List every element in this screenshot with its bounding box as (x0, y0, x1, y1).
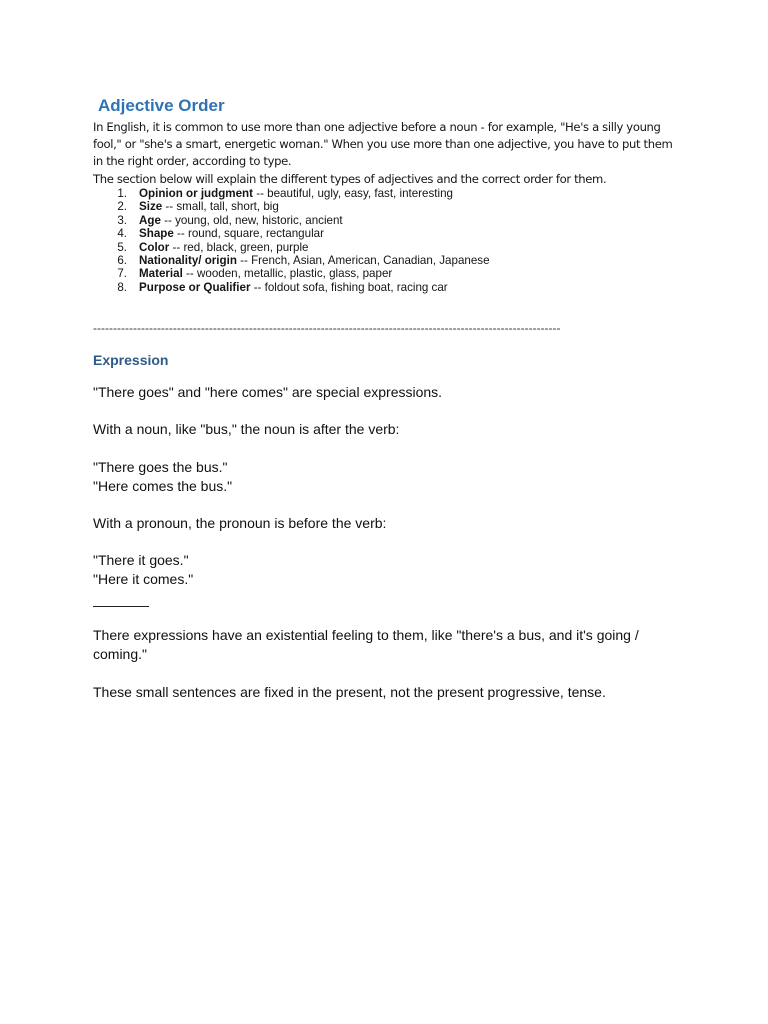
expression-line-1: "There goes" and "here comes" are special expressions. (93, 384, 443, 400)
expression-line-3: With a pronoun, the pronoun is before the verb: (93, 515, 387, 531)
adjective-order-list (93, 187, 490, 294)
list-term: Age (139, 213, 161, 227)
list-number: 3. (117, 213, 127, 227)
list-item (93, 187, 490, 200)
list-number: 5. (117, 240, 127, 254)
example-pronoun-2: "Here it comes." (93, 571, 194, 587)
list-item (93, 241, 490, 254)
list-item (93, 214, 490, 227)
list-number: 1. (117, 187, 127, 200)
intro-paragraph: In English, it is common to use more than one adjective before a noun - for example, "He's a silly young fool," or "she's a smart, energetic woman." When you use more than one adjective, you have to put them in the right order, according to type. (93, 120, 673, 168)
intro-paragraph-2: The section below will explain the different types of adjectives and the correct order for them. (93, 172, 607, 186)
list-term: Size (139, 200, 163, 214)
list-number: 2. (117, 200, 127, 214)
list-examples: -- beautiful, ugly, easy, fast, interesting (253, 187, 453, 200)
list-item (93, 200, 490, 213)
expression-line-2: With a noun, like "bus," the noun is after the verb: (93, 421, 400, 437)
expression-line-5: These small sentences are fixed in the present, not the present progressive, tense. (93, 684, 606, 700)
list-number: 8. (117, 280, 127, 294)
list-examples: -- red, black, green, purple (169, 240, 309, 254)
list-item (93, 267, 490, 280)
list-examples: -- French, Asian, American, Canadian, Japanese (236, 254, 490, 268)
example-noun-2: "Here comes the bus." (93, 478, 233, 494)
list-examples: -- wooden, metallic, plastic, glass, paper (182, 267, 393, 281)
list-term: Purpose or Qualifier (139, 280, 251, 294)
list-term: Nationality/ origin (139, 254, 237, 268)
list-term: Material (139, 267, 183, 281)
expression-line-4: There expressions have an existential feeling to them, like "there's a bus, and it's going / coming." (93, 627, 639, 662)
short-divider-line (93, 606, 149, 607)
list-term: Opinion or judgment (139, 187, 253, 200)
list-number: 4. (117, 227, 127, 241)
dashed-divider: --------------------------------------------------------------------------------------------------------------------- (93, 321, 561, 335)
list-item (93, 281, 490, 294)
list-item (93, 254, 490, 267)
list-examples: -- round, square, rectangular (173, 227, 324, 241)
list-number: 7. (117, 267, 127, 281)
list-number: 6. (117, 254, 127, 268)
list-term: Color (139, 240, 170, 254)
list-examples: -- young, old, new, historic, ancient (160, 213, 343, 227)
list-examples: -- foldout sofa, fishing boat, racing car (250, 280, 448, 294)
list-item (93, 227, 490, 240)
example-noun-1: "There goes the bus." (93, 459, 228, 475)
page-title: Adjective Order (98, 96, 225, 115)
list-term: Shape (139, 227, 174, 241)
example-pronoun-1: "There it goes." (93, 552, 189, 568)
list-examples: -- small, tall, short, big (162, 200, 279, 214)
section-heading-expression: Expression (93, 352, 169, 368)
